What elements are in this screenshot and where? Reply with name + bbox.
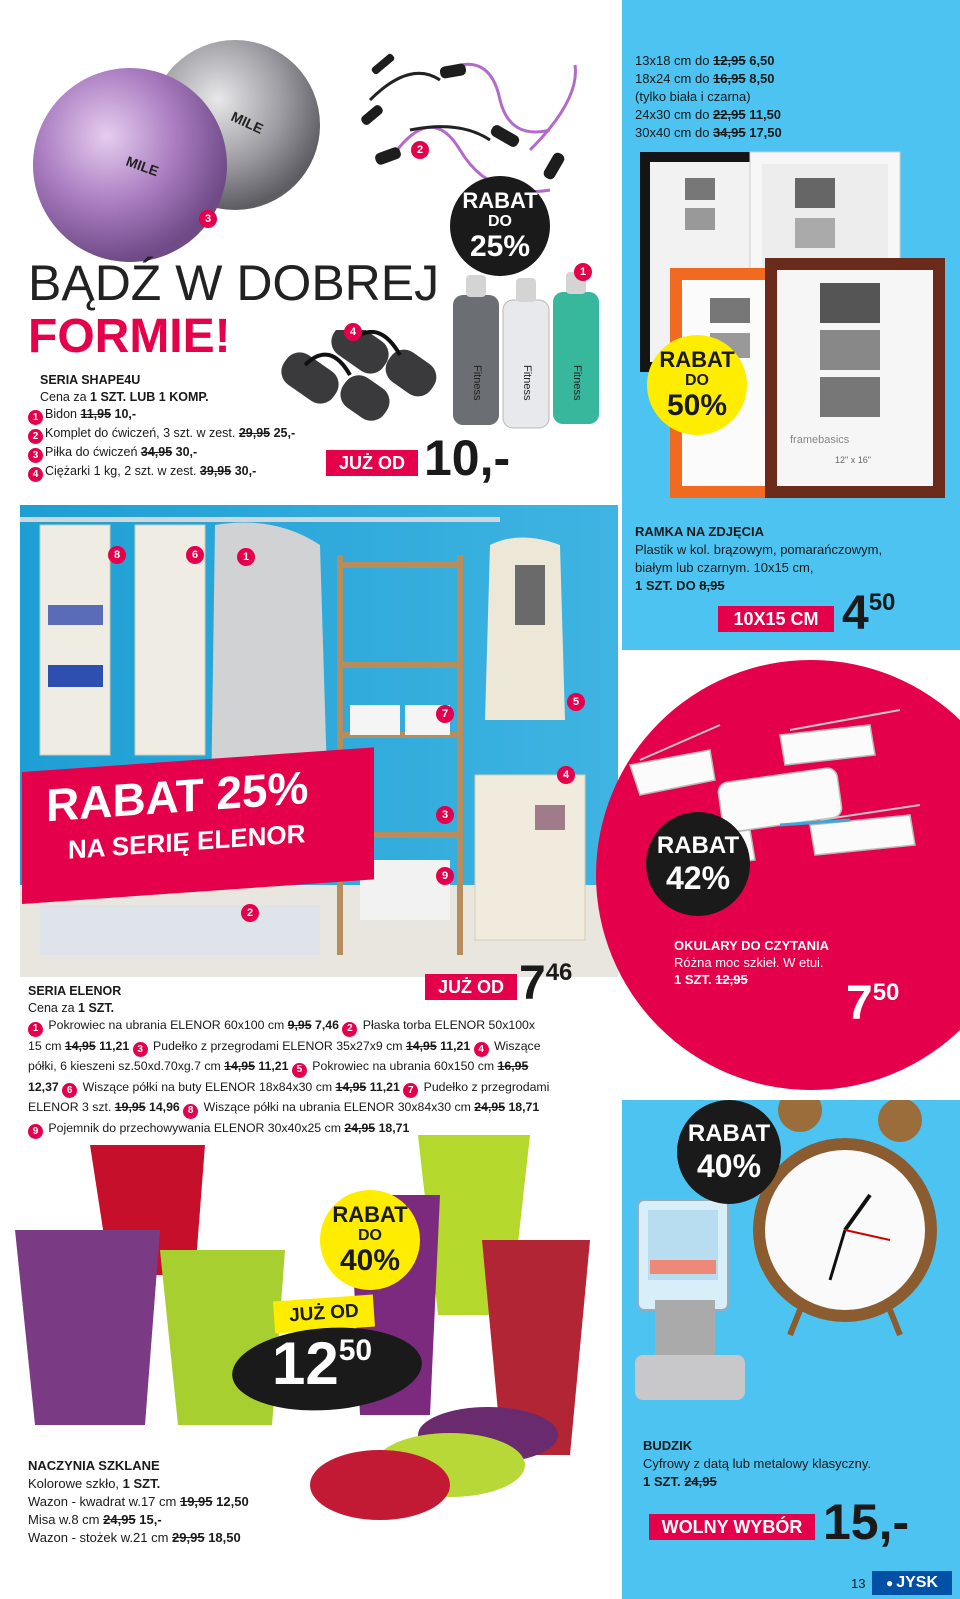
- exercise-ball-image: [20, 25, 330, 265]
- frame-size-row: 30x40 cm do 34,95 17,50: [635, 125, 782, 140]
- vases-title: NACZYNIA SZKLANE: [28, 1458, 160, 1473]
- pin-elenor-9: 9: [436, 867, 454, 885]
- item-text: Pudełko z przegrodami ELENOR 35x27x9 cm: [149, 1038, 406, 1053]
- rabat-do-label: DO: [685, 372, 709, 389]
- pin-elenor-7: 7: [436, 705, 454, 723]
- frame-size-row: 18x24 cm do 16,95 8,50: [635, 71, 775, 86]
- item-text: 15 cm: [28, 1038, 65, 1053]
- frame-size-row: 13x18 cm do 12,95 6,50: [635, 53, 775, 68]
- item-number-badge: 2: [342, 1022, 357, 1037]
- svg-text:Fitness: Fitness: [521, 365, 533, 401]
- rabat-percent: 40%: [696, 1148, 762, 1184]
- clock-qty: 1 SZT. 24,95: [643, 1474, 717, 1489]
- old-price: 14,95: [405, 1038, 437, 1053]
- glasses-rabat-badge: [646, 812, 750, 916]
- clock-rabat-badge: [677, 1100, 781, 1204]
- elenor-banner-line2: NA SERIĘ ELENOR: [68, 818, 306, 865]
- clock-choice-label: WOLNY WYBÓR: [649, 1514, 815, 1540]
- pin-elenor-2: 2: [241, 904, 259, 922]
- item-text: Wiszące: [490, 1038, 541, 1053]
- old-price: 14,95: [64, 1038, 96, 1053]
- pin-elenor-1: 1: [237, 548, 255, 566]
- vases-details: [28, 1457, 249, 1547]
- elenor-juz-od-label: JUŻ OD: [425, 974, 517, 1000]
- jysk-logo-icon: ●: [885, 1576, 894, 1590]
- pin-elenor-8: 8: [108, 546, 126, 564]
- glasses-title: OKULARY DO CZYTANIA: [674, 938, 830, 953]
- fitness-headline: BĄDŹ W DOBREJ: [28, 255, 440, 311]
- clock-title: BUDZIK: [643, 1438, 693, 1453]
- item-number-badge: 7: [403, 1083, 418, 1098]
- fitness-item-2: 2 Komplet do ćwiczeń, 3 szt. w zest. 29,95 25,-: [28, 425, 348, 444]
- elenor-title: SERIA ELENOR: [28, 984, 122, 998]
- elenor-price-for: Cena za 1 SZT.: [28, 1001, 115, 1015]
- new-price: 11,21: [254, 1059, 292, 1073]
- vases-desc: Kolorowe szkło, 1 SZT.: [28, 1476, 161, 1491]
- item-number-badge: 6: [62, 1083, 77, 1098]
- item-number-badge: 3: [133, 1042, 148, 1057]
- pin-elenor-5: 5: [567, 693, 585, 711]
- rabat-label: RABAT: [659, 347, 735, 372]
- vases-juz-od-label: JUŻ OD: [273, 1295, 375, 1334]
- elenor-item-line: [28, 1037, 618, 1058]
- item-text: Pudełko z przegrodami: [420, 1079, 550, 1094]
- elenor-photo: [20, 505, 618, 977]
- frame-size-note: (tylko biała i czarna): [635, 89, 751, 104]
- fitness-price-for: Cena za 1 SZT. LUB 1 KOMP.: [40, 390, 209, 404]
- glasses-desc: Różna moc szkieł. W etui.: [674, 955, 824, 970]
- elenor-item-line: [28, 1078, 618, 1099]
- pin-weights: 4: [344, 323, 362, 341]
- svg-text:MILE: MILE: [228, 108, 266, 137]
- frames-rabat-badge: [647, 335, 747, 435]
- frame-size-row: 24x30 cm do 22,95 11,50: [635, 107, 782, 122]
- new-price: 11,21: [366, 1079, 404, 1094]
- water-bottles-image: [448, 270, 618, 430]
- vases-price-badge: [232, 1290, 422, 1420]
- pin-elenor-3: 3: [436, 806, 454, 824]
- old-price: 24,95: [344, 1120, 376, 1135]
- elenor-storage-image: [20, 505, 618, 977]
- old-price: 14,95: [224, 1059, 255, 1073]
- fitness-details: [28, 372, 348, 482]
- rabat-label: RABAT: [687, 1120, 771, 1147]
- new-price: 18,71: [375, 1120, 410, 1135]
- elenor-item-line: [28, 1057, 618, 1078]
- item-text: Pokrowiec na ubrania ELENOR 60x100 cm: [45, 1018, 288, 1032]
- elenor-item-line: [28, 1098, 618, 1119]
- fitness-item-4: 4 Ciężarki 1 kg, 2 szt. w zest. 39,95 30,-: [28, 463, 348, 482]
- elenor-header: [28, 983, 121, 1017]
- old-price: 16,95: [497, 1059, 529, 1073]
- page-number: 13: [851, 1576, 866, 1591]
- frame-size-list: [635, 52, 782, 142]
- frames-details: [635, 523, 882, 595]
- pin-bottles: 1: [574, 263, 592, 281]
- item-number-badge: 1: [28, 1022, 43, 1037]
- fitness-price: 10,-: [424, 430, 511, 486]
- item-number-badge: 9: [28, 1124, 43, 1139]
- item-number-badge: 8: [183, 1104, 198, 1119]
- svg-text:MILE: MILE: [123, 152, 161, 180]
- elenor-item-line: [28, 1016, 618, 1037]
- elenor-banner-line1: RABAT 25%: [46, 760, 309, 832]
- svg-text:framebasics: framebasics: [790, 434, 850, 446]
- fitness-item-3: 3 Piłka do ćwiczeń 34,95 30,-: [28, 444, 348, 463]
- rabat-percent: 42%: [665, 860, 731, 896]
- frames-size-label: 10X15 CM: [718, 606, 834, 632]
- new-price: 12,37: [28, 1079, 63, 1094]
- pin-elenor-4: 4: [557, 766, 575, 784]
- rabat-do-label: DO: [488, 213, 512, 230]
- jysk-logo: [872, 1571, 952, 1595]
- jysk-logo-text: JYSK: [896, 1574, 939, 1591]
- svg-text:Fitness: Fitness: [571, 365, 583, 401]
- rabat-percent: 50%: [666, 389, 728, 422]
- frames-qty: 1 SZT. DO 8,95: [635, 578, 725, 593]
- rabat-percent: 25%: [469, 230, 531, 263]
- old-price: 24,95: [474, 1100, 506, 1114]
- pin-elenor-6: 6: [186, 546, 204, 564]
- rabat-percent: 40%: [339, 1244, 401, 1277]
- glasses-price: $7^{50}$: [846, 977, 900, 1030]
- new-price: 14,96: [145, 1100, 184, 1114]
- item-number-badge: 5: [292, 1063, 307, 1078]
- frames-price: $4^{50}$: [842, 587, 896, 640]
- vases-rabat-badge: [320, 1190, 420, 1290]
- fitness-rabat-badge: [450, 176, 550, 276]
- new-price: 18,71: [505, 1100, 540, 1114]
- elenor-discount-banner: [22, 747, 374, 904]
- item-text: Płaska torba ELENOR 50x100x: [359, 1018, 536, 1032]
- rabat-label: RABAT: [656, 832, 740, 859]
- rabat-label: RABAT: [462, 188, 538, 213]
- item-text: Wiszące półki na buty ELENOR 18x84x30 cm: [79, 1079, 336, 1094]
- new-price: 11,21: [436, 1038, 474, 1053]
- vases-item: Wazon - stożek w.21 cm 29,95 18,50: [28, 1530, 241, 1545]
- item-text: Wiszące półki na ubrania ELENOR 30x84x30 cm: [200, 1100, 475, 1114]
- new-price: 7,46: [311, 1018, 343, 1032]
- frames-desc-2: białym lub czarnym. 10x15 cm,: [635, 560, 814, 575]
- old-price: 9,95: [287, 1018, 312, 1032]
- frames-desc-1: Plastik w kol. brązowym, pomarańczowym,: [635, 542, 883, 557]
- vases-item: Misa w.8 cm 24,95 15,-: [28, 1512, 162, 1527]
- item-text: ELENOR 3 szt.: [28, 1100, 115, 1114]
- glasses-qty: 1 SZT. 12,95: [674, 972, 748, 987]
- rabat-label: RABAT: [332, 1202, 408, 1227]
- item-text: Pojemnik do przechowywania ELENOR 30x40x25 cm: [45, 1120, 345, 1135]
- item-number-badge: 4: [474, 1042, 489, 1057]
- clock-desc: Cyfrowy z datą lub metalowy klasyczny.: [643, 1456, 872, 1471]
- clock-price: 15,-: [823, 1494, 910, 1550]
- new-price: 11,21: [95, 1038, 133, 1053]
- fitness-headline-red: FORMIE!: [28, 310, 231, 363]
- fitness-item-1: 1 Bidon 11,95 10,-: [28, 406, 348, 425]
- elenor-price: $7^{46}$: [519, 957, 573, 1010]
- vases-item: Wazon - kwadrat w.17 cm 19,95 12,50: [28, 1494, 249, 1509]
- item-text: Pokrowiec na ubrania 60x150 cm: [308, 1059, 498, 1073]
- glasses-details: [674, 937, 829, 988]
- fitness-juz-od-label: JUŻ OD: [326, 450, 418, 476]
- clock-details: [643, 1437, 871, 1491]
- svg-text:Fitness: Fitness: [471, 365, 483, 401]
- fitness-series-title: SERIA SHAPE4U: [40, 373, 141, 387]
- old-price: 19,95: [114, 1100, 146, 1114]
- old-price: 14,95: [335, 1079, 367, 1094]
- elenor-item-list: [28, 1016, 618, 1139]
- photo-frames-image: [630, 148, 955, 508]
- item-text: półki, 6 kieszeni sz.50xd.70xg.7 cm: [28, 1059, 225, 1073]
- frames-title: RAMKA NA ZDJĘCIA: [635, 524, 765, 539]
- svg-text:12" x 16": 12" x 16": [835, 455, 871, 465]
- pin-ball: 3: [199, 210, 217, 228]
- rabat-do-label: DO: [358, 1227, 382, 1244]
- vases-price: $12^{50}$: [272, 1330, 373, 1397]
- pin-bands: 2: [411, 141, 429, 159]
